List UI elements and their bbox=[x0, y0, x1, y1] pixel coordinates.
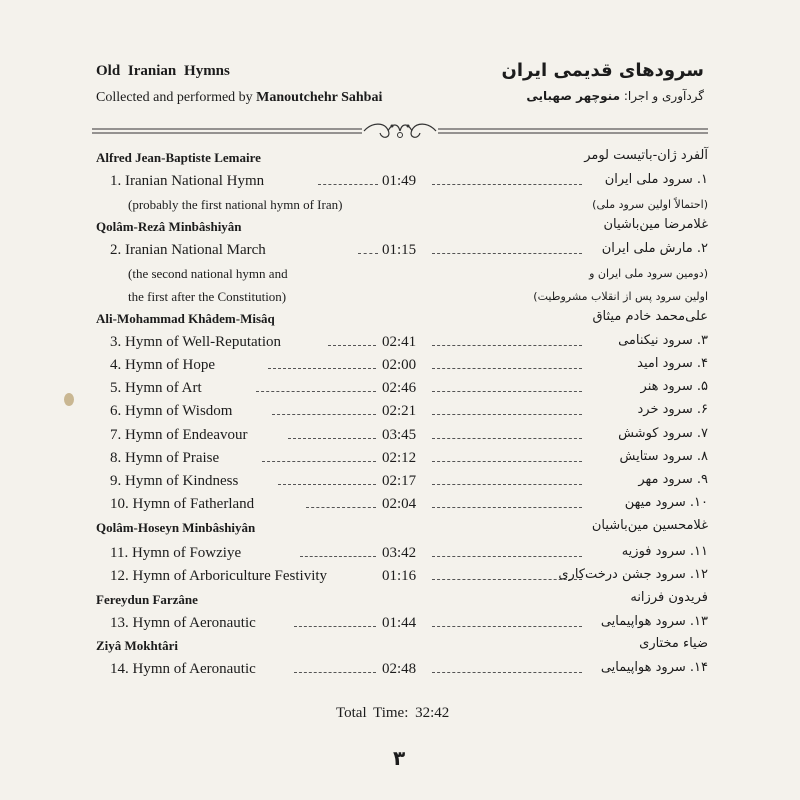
leader-dashes bbox=[432, 391, 582, 392]
track-note-row bbox=[96, 196, 708, 219]
track-title-en: 3. Hymn of Well-Reputation bbox=[110, 334, 281, 350]
track-title-en: 7. Hymn of Endeavour bbox=[110, 427, 248, 443]
composer-name-fa: فریدون فرزانه bbox=[630, 590, 708, 605]
track-duration: 01:44 bbox=[382, 615, 417, 631]
leader-dashes bbox=[272, 414, 376, 415]
track-title-fa: ۵. سرود هنر bbox=[640, 379, 708, 394]
track-title-fa: ۱. سرود ملی ایران bbox=[604, 172, 708, 187]
leader-dashes bbox=[432, 626, 582, 627]
track-duration: 03:42 bbox=[382, 545, 417, 561]
subtitle-fa-prefix: گردآوری و اجرا: bbox=[623, 89, 704, 103]
track-title-en: 9. Hymn of Kindness bbox=[110, 473, 239, 489]
track-title-fa: ۸. سرود ستایش bbox=[619, 449, 708, 464]
leader-dashes bbox=[432, 345, 582, 346]
track-title-fa: ۱۲. سرود جشن درخت‌کاری bbox=[558, 567, 708, 582]
composer-name-fa: علی‌محمد خادم میثاق bbox=[592, 309, 708, 324]
composer-row bbox=[96, 520, 708, 543]
ornamental-divider bbox=[92, 120, 708, 144]
leader-dashes bbox=[318, 184, 378, 185]
composer-name-en: Ziyâ Mokhtâri bbox=[96, 638, 178, 653]
track-title-fa: ۱۱. سرود فوزیه bbox=[621, 544, 708, 559]
leader-dashes bbox=[432, 414, 582, 415]
performer-name-en: Manoutchehr Sahbai bbox=[256, 90, 383, 105]
track-title-en: 2. Iranian National March bbox=[110, 242, 266, 258]
composer-row bbox=[96, 219, 708, 242]
leader-dashes bbox=[268, 368, 376, 369]
composer-row bbox=[96, 150, 708, 173]
leader-dashes bbox=[294, 626, 376, 627]
track-row bbox=[96, 545, 708, 568]
subtitle-fa bbox=[526, 89, 704, 103]
track-note-en: (the second national hymn and bbox=[128, 266, 288, 281]
track-note-en: the first after the Constitution) bbox=[128, 289, 287, 304]
leader-dashes bbox=[432, 368, 582, 369]
leader-dashes bbox=[278, 484, 376, 485]
total-time-label: Total Time: bbox=[336, 705, 409, 721]
track-title-fa: ۴. سرود امید bbox=[637, 356, 708, 371]
track-title-en: 1. Iranian National Hymn bbox=[110, 173, 265, 189]
track-title-en: 5. Hymn of Art bbox=[110, 380, 202, 396]
track-title-en: 10. Hymn of Fatherland bbox=[110, 496, 255, 512]
track-duration: 01:15 bbox=[382, 242, 417, 258]
track-row bbox=[96, 173, 708, 196]
track-row bbox=[96, 380, 708, 403]
track-note-row bbox=[96, 265, 708, 288]
track-title-fa: ۲. مارش ملی ایران bbox=[601, 241, 708, 256]
composer-name-en: Fereydun Farzâne bbox=[96, 592, 198, 607]
track-title-en: 4. Hymn of Hope bbox=[110, 357, 215, 373]
leader-dashes bbox=[432, 438, 582, 439]
composer-name-fa: آلفرد ژان-باتیست لومر bbox=[584, 148, 708, 163]
track-title-en: 14. Hymn of Aeronautic bbox=[110, 661, 256, 677]
leader-dashes bbox=[432, 484, 582, 485]
subtitle-en-prefix: Collected and performed by bbox=[96, 90, 253, 105]
leader-dashes bbox=[256, 391, 376, 392]
track-row bbox=[96, 496, 708, 519]
track-row bbox=[96, 427, 708, 450]
track-duration: 02:00 bbox=[382, 357, 417, 373]
leader-dashes bbox=[432, 461, 582, 462]
track-note-en: (probably the first national hymn of Iran) bbox=[128, 197, 343, 212]
track-title-fa: ۳. سرود نیکنامی bbox=[618, 333, 708, 348]
composer-name-en: Qolâm-Hoseyn Minbâshiyân bbox=[96, 520, 256, 535]
paper-stain bbox=[64, 393, 74, 406]
leader-dashes bbox=[358, 253, 378, 254]
title-fa: سرودهای قدیمی ایران bbox=[501, 60, 704, 81]
track-duration: 02:12 bbox=[382, 450, 417, 466]
track-duration: 02:21 bbox=[382, 403, 417, 419]
subtitle-en bbox=[96, 90, 382, 106]
track-note-row bbox=[96, 288, 708, 311]
composer-name-en: Alfred Jean-Baptiste Lemaire bbox=[96, 150, 261, 165]
track-duration: 02:17 bbox=[382, 473, 417, 489]
leader-dashes bbox=[294, 672, 376, 673]
track-title-en: 12. Hymn of Arboriculture Festivity bbox=[110, 568, 328, 584]
track-note-fa: (احتمالاً اولین سرود ملی) bbox=[592, 198, 708, 211]
title-en: Old Iranian Hymns bbox=[96, 63, 230, 79]
track-row bbox=[96, 357, 708, 380]
track-duration: 02:46 bbox=[382, 380, 417, 396]
leader-dashes bbox=[432, 556, 582, 557]
track-title-fa: ۱۳. سرود هواپیمایی bbox=[600, 614, 708, 629]
track-title-fa: ۱۰. سرود میهن bbox=[624, 495, 708, 510]
composer-name-fa: غلامرضا مین‌باشیان bbox=[603, 217, 708, 232]
track-row bbox=[96, 334, 708, 357]
track-duration: 02:04 bbox=[382, 496, 417, 512]
track-title-en: 13. Hymn of Aeronautic bbox=[110, 615, 256, 631]
page-number: ۳ bbox=[393, 746, 406, 770]
leader-dashes bbox=[432, 507, 582, 508]
total-time-value: 32:42 bbox=[415, 705, 450, 721]
composer-name-fa: غلامحسین مین‌باشیان bbox=[591, 518, 708, 533]
leader-dashes bbox=[432, 253, 582, 254]
composer-name-en: Ali-Mohammad Khâdem-Misâq bbox=[96, 311, 275, 326]
performer-name-fa: منوچهر صهبایی bbox=[526, 89, 620, 103]
total-time-line bbox=[336, 705, 449, 722]
track-title-fa: ۷. سرود کوشش bbox=[618, 426, 708, 441]
leader-dashes bbox=[306, 507, 376, 508]
composer-row bbox=[96, 311, 708, 334]
track-title-en: 6. Hymn of Wisdom bbox=[110, 403, 233, 419]
track-title-en: 11. Hymn of Fowziye bbox=[110, 545, 242, 561]
track-title-en: 8. Hymn of Praise bbox=[110, 450, 220, 466]
leader-dashes bbox=[288, 438, 376, 439]
leader-dashes bbox=[300, 556, 376, 557]
track-title-fa: ۶. سرود خرد bbox=[637, 402, 708, 417]
track-title-fa: ۹. سرود مهر bbox=[638, 472, 708, 487]
track-row bbox=[96, 661, 708, 684]
composer-name-fa: ضیاء مختاری bbox=[639, 636, 708, 651]
track-row bbox=[96, 568, 708, 591]
composer-row bbox=[96, 638, 708, 661]
track-row bbox=[96, 242, 708, 265]
track-row bbox=[96, 450, 708, 473]
leader-dashes bbox=[432, 672, 582, 673]
track-duration: 03:45 bbox=[382, 427, 417, 443]
track-title-fa: ۱۴. سرود هواپیمایی bbox=[600, 660, 708, 675]
track-duration: 01:16 bbox=[382, 568, 417, 584]
composer-row bbox=[96, 592, 708, 615]
leader-dashes bbox=[328, 345, 376, 346]
track-row bbox=[96, 403, 708, 426]
leader-dashes bbox=[262, 461, 376, 462]
track-row bbox=[96, 615, 708, 638]
track-row bbox=[96, 473, 708, 496]
track-note-fa: (دومین سرود ملی ایران و bbox=[589, 267, 708, 280]
composer-name-en: Qolâm-Rezâ Minbâshiyân bbox=[96, 219, 242, 234]
track-duration: 01:49 bbox=[382, 173, 417, 189]
leader-dashes bbox=[432, 184, 582, 185]
track-note-fa: اولین سرود پس از انقلاب مشروطیت) bbox=[533, 290, 708, 303]
track-duration: 02:48 bbox=[382, 661, 417, 677]
track-duration: 02:41 bbox=[382, 334, 417, 350]
